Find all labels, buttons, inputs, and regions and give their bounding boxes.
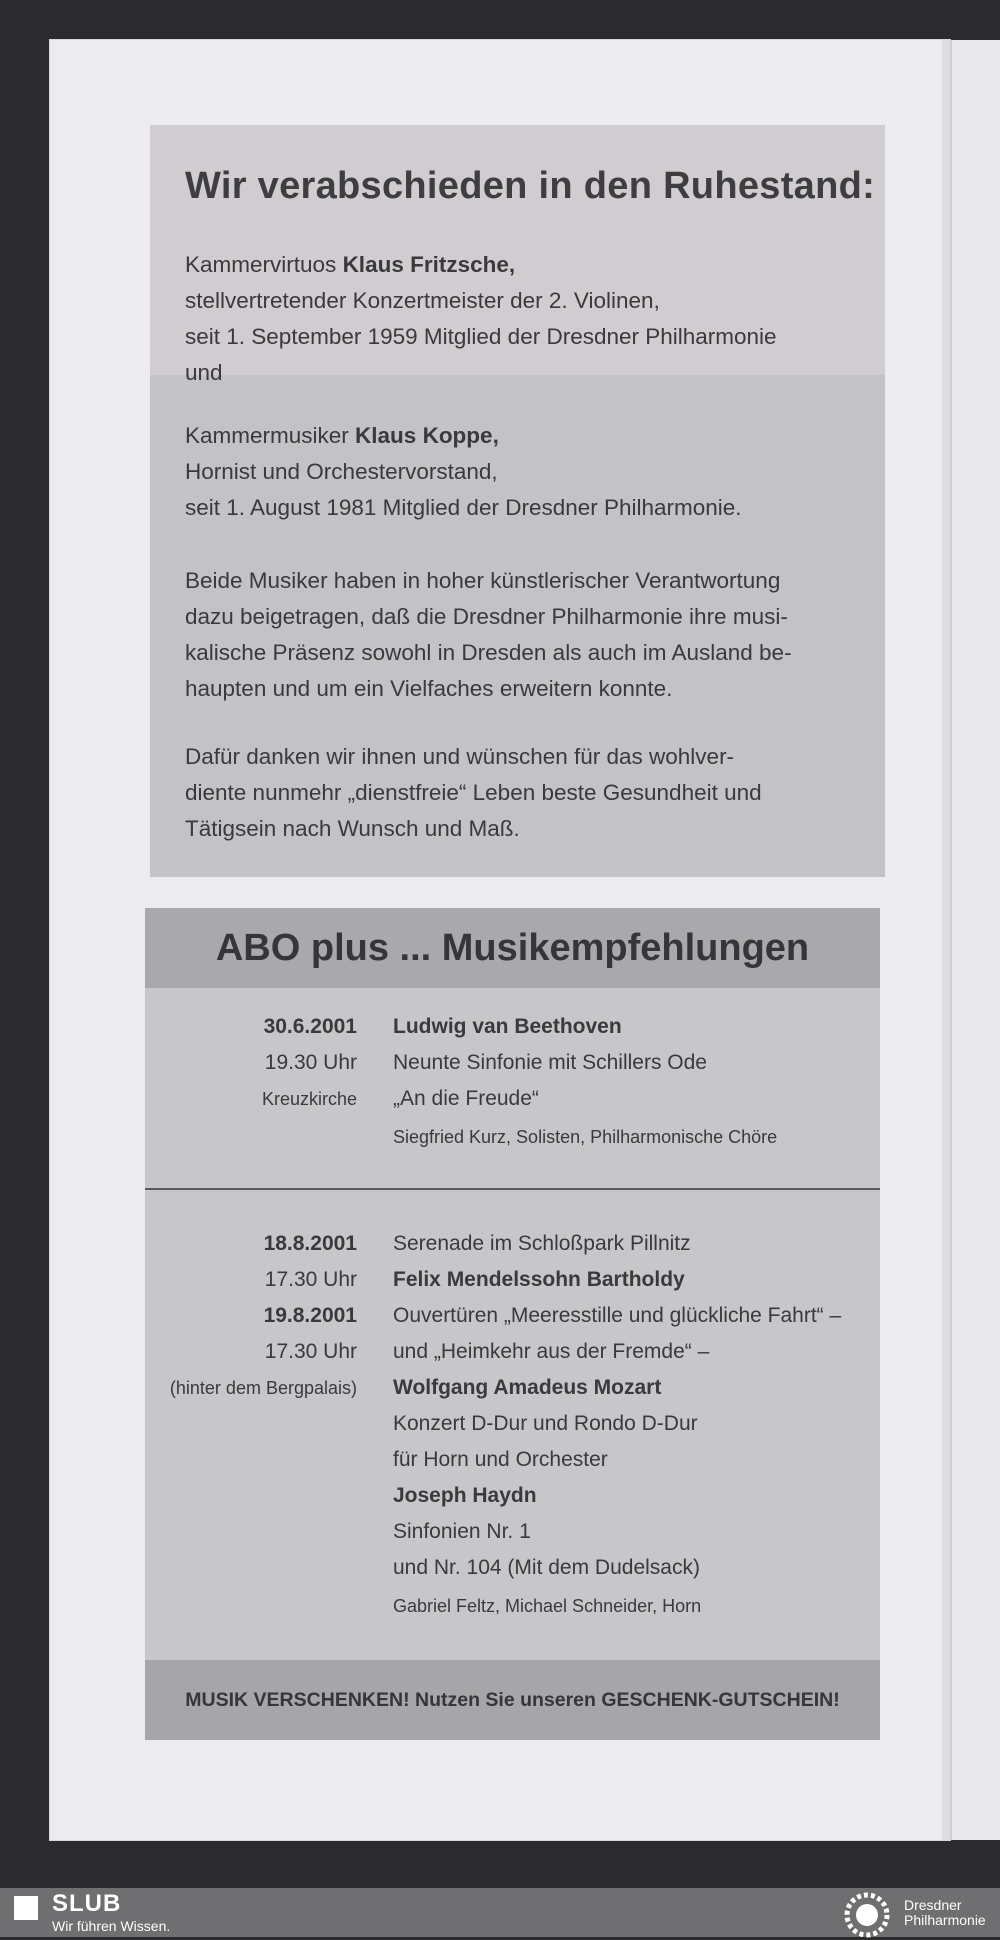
event-program-line: Joseph Haydn — [393, 1484, 537, 1507]
dp-line2: Philharmonie — [904, 1912, 986, 1928]
notice-title: Wir verabschieden in den Ruhestand: — [185, 165, 876, 207]
event-program-line: und „Heimkehr aus der Fremde“ – — [393, 1340, 710, 1363]
event-date: 19.8.2001 — [263, 1304, 357, 1327]
person1-name: Klaus Fritzsche, — [342, 252, 516, 277]
person1-line3: seit 1. September 1959 Mitglied der Dresdner Philharmonie — [185, 324, 777, 349]
gift-voucher-text: MUSIK VERSCHENKEN! Nutzen Sie unseren GESCHENK-GUTSCHEIN! — [185, 1689, 840, 1711]
page-edge — [942, 40, 950, 1840]
event-work: „An die Freude“ — [393, 1087, 539, 1110]
event-program-line: Ouvertüren „Meeresstille und glückliche Fahrt“ – — [393, 1304, 842, 1327]
person2-line2: Hornist und Orchestervorstand, — [185, 459, 498, 484]
event-composer: Ludwig van Beethoven — [393, 1015, 622, 1038]
person1-line4: und — [185, 360, 223, 385]
person1-paragraph — [185, 247, 777, 391]
thanks-paragraph — [185, 739, 762, 847]
event-performers: Siegfried Kurz, Solisten, Philharmonische Chöre — [393, 1127, 778, 1147]
event-program-line: Serenade im Schloßpark Pillnitz — [393, 1232, 691, 1255]
bottom-bar — [0, 1888, 1000, 1937]
event-divider — [145, 1188, 880, 1190]
event-program-line: für Horn und Orchester — [393, 1448, 608, 1471]
dp-line1: Dresdner — [904, 1897, 962, 1913]
person2-paragraph — [185, 418, 742, 526]
abo-title: ABO plus ... Musikempfehlungen — [215, 927, 810, 969]
person1-line2: stellvertretender Konzertmeister der 2. Violinen, — [185, 288, 660, 313]
event-date: 18.8.2001 — [263, 1232, 357, 1255]
thanks-line: Dafür danken wir ihnen und wünschen für das wohlver- — [185, 744, 735, 769]
person2-name: Klaus Koppe, — [355, 423, 499, 448]
event-time: 19.30 Uhr — [264, 1051, 357, 1074]
slub-subtitle: Wir führen Wissen. — [52, 1918, 171, 1934]
thanks-line: Tätigsein nach Wunsch und Maß. — [185, 816, 520, 841]
abo-recommendations-box — [145, 908, 880, 1740]
person2-role: Kammermusiker — [185, 423, 349, 448]
tribute-line: dazu beigetragen, daß die Dresdner Philharmonie ihre musi- — [185, 604, 788, 629]
person2-line3: seit 1. August 1981 Mitglied der Dresdner Philharmonie. — [185, 495, 742, 520]
gift-voucher-banner — [145, 1660, 880, 1740]
thanks-line: diente nunmehr „dienstfreie“ Leben beste Gesundheit und — [185, 780, 762, 805]
event-venue: Kreuzkirche — [261, 1089, 357, 1109]
event-date: 30.6.2001 — [263, 1015, 357, 1038]
dresdner-philharmonie-wordmark — [904, 1898, 986, 1928]
person1-role: Kammervirtuos — [185, 252, 337, 277]
event-program-line: und Nr. 104 (Mit dem Dudelsack) — [393, 1556, 700, 1579]
tribute-line: Beide Musiker haben in hoher künstlerischer Verantwortung — [185, 568, 781, 593]
slub-title: SLUB — [52, 1890, 122, 1917]
event-work: Neunte Sinfonie mit Schillers Ode — [393, 1051, 707, 1074]
next-page-edge — [950, 40, 1000, 1840]
event-time: 17.30 Uhr — [264, 1268, 357, 1291]
event-program-line: Sinfonien Nr. 1 — [393, 1520, 531, 1543]
abo-header — [145, 908, 880, 988]
event-program-line: Konzert D-Dur und Rondo D-Dur — [393, 1412, 698, 1435]
tribute-line: haupten und um ein Vielfaches erweitern konnte. — [185, 676, 673, 701]
slub-logo-icon — [14, 1896, 38, 1920]
tribute-paragraph — [185, 563, 792, 707]
event-program-line: Felix Mendelssohn Bartholdy — [393, 1268, 685, 1291]
tribute-line: kalische Präsenz sowohl in Dresden als auch im Ausland be- — [185, 640, 792, 665]
farewell-notice-box — [150, 125, 885, 877]
event-program-line: Wolfgang Amadeus Mozart — [393, 1376, 662, 1399]
dresdner-philharmonie-logo-icon — [842, 1890, 892, 1940]
event-performers: Gabriel Feltz, Michael Schneider, Horn — [393, 1596, 702, 1616]
event-time: 17.30 Uhr — [264, 1340, 357, 1363]
event-venue: (hinter dem Bergpalais) — [169, 1378, 357, 1398]
